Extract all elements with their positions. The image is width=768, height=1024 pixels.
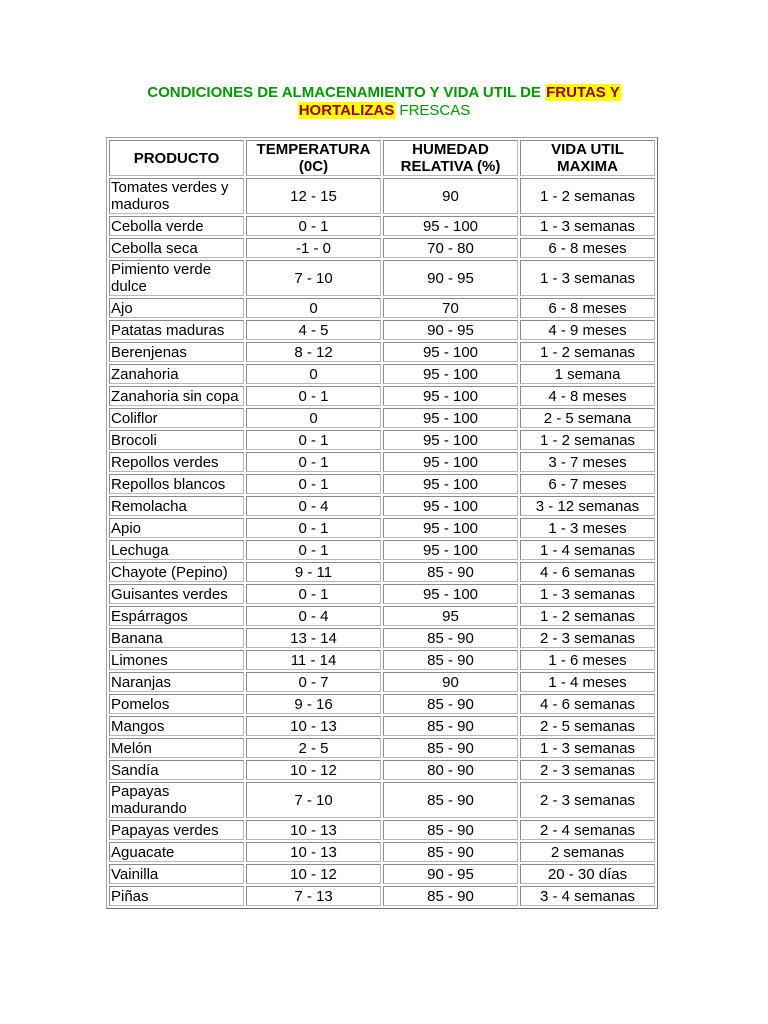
cell-temperatura: 0 - 4	[246, 606, 381, 626]
cell-vida-util: 2 - 4 semanas	[520, 820, 655, 840]
cell-vida-util: 4 - 9 meses	[520, 320, 655, 340]
cell-humedad: 85 - 90	[383, 842, 518, 862]
cell-vida-util: 2 semanas	[520, 842, 655, 862]
cell-humedad: 70	[383, 298, 518, 318]
cell-temperatura: 10 - 12	[246, 864, 381, 884]
cell-temperatura: 10 - 13	[246, 820, 381, 840]
cell-humedad: 95 - 100	[383, 540, 518, 560]
cell-vida-util: 1 - 2 semanas	[520, 178, 655, 214]
cell-producto: Chayote (Pepino)	[109, 562, 244, 582]
table-row	[109, 518, 655, 538]
cell-humedad: 95 - 100	[383, 408, 518, 428]
cell-humedad: 95 - 100	[383, 216, 518, 236]
cell-vida-util: 4 - 8 meses	[520, 386, 655, 406]
cell-vida-util: 6 - 8 meses	[520, 298, 655, 318]
cell-producto: Aguacate	[109, 842, 244, 862]
cell-vida-util: 2 - 3 semanas	[520, 782, 655, 818]
table-row	[109, 842, 655, 862]
cell-vida-util: 1 semana	[520, 364, 655, 384]
storage-table	[106, 137, 658, 909]
cell-humedad: 90 - 95	[383, 864, 518, 884]
cell-humedad: 85 - 90	[383, 650, 518, 670]
cell-producto: Repollos blancos	[109, 474, 244, 494]
cell-temperatura: 2 - 5	[246, 738, 381, 758]
cell-producto: Pimiento verde dulce	[109, 260, 244, 296]
cell-temperatura: 0 - 1	[246, 474, 381, 494]
table-row	[109, 628, 655, 648]
header-vida-util: VIDA UTIL MAXIMA	[520, 140, 655, 176]
table-row	[109, 430, 655, 450]
table-row	[109, 760, 655, 780]
header-humedad: HUMEDAD RELATIVA (%)	[383, 140, 518, 176]
cell-temperatura: 13 - 14	[246, 628, 381, 648]
table-body	[109, 178, 655, 906]
table-row	[109, 540, 655, 560]
cell-vida-util: 1 - 3 semanas	[520, 584, 655, 604]
cell-vida-util: 1 - 6 meses	[520, 650, 655, 670]
cell-temperatura: 0 - 1	[246, 518, 381, 538]
cell-producto: Naranjas	[109, 672, 244, 692]
cell-temperatura: 0	[246, 298, 381, 318]
table-row	[109, 562, 655, 582]
cell-humedad: 95 - 100	[383, 342, 518, 362]
cell-producto: Limones	[109, 650, 244, 670]
table-row	[109, 452, 655, 472]
cell-vida-util: 1 - 3 semanas	[520, 260, 655, 296]
table-row	[109, 178, 655, 214]
cell-temperatura: 0 - 1	[246, 430, 381, 450]
header-producto: PRODUCTO	[109, 140, 244, 176]
table-row	[109, 320, 655, 340]
cell-temperatura: -1 - 0	[246, 238, 381, 258]
cell-humedad: 85 - 90	[383, 738, 518, 758]
cell-producto: Lechuga	[109, 540, 244, 560]
cell-temperatura: 12 - 15	[246, 178, 381, 214]
cell-vida-util: 1 - 4 semanas	[520, 540, 655, 560]
cell-temperatura: 0 - 1	[246, 386, 381, 406]
title-part-1: CONDICIONES DE ALMACENAMIENTO Y VIDA UTIL DE	[147, 84, 541, 101]
cell-humedad: 85 - 90	[383, 716, 518, 736]
table-row	[109, 606, 655, 626]
cell-humedad: 95 - 100	[383, 430, 518, 450]
cell-producto: Espárragos	[109, 606, 244, 626]
cell-temperatura: 7 - 10	[246, 782, 381, 818]
cell-temperatura: 0 - 1	[246, 584, 381, 604]
table-row	[109, 386, 655, 406]
cell-humedad: 95 - 100	[383, 364, 518, 384]
cell-producto: Zanahoria sin copa	[109, 386, 244, 406]
table-row	[109, 260, 655, 296]
document-title	[0, 84, 768, 120]
cell-vida-util: 1 - 3 semanas	[520, 738, 655, 758]
table-row	[109, 716, 655, 736]
cell-temperatura: 7 - 13	[246, 886, 381, 906]
table-row	[109, 738, 655, 758]
cell-humedad: 85 - 90	[383, 628, 518, 648]
cell-producto: Vainilla	[109, 864, 244, 884]
cell-producto: Banana	[109, 628, 244, 648]
title-highlight-2: HORTALIZAS	[298, 102, 395, 119]
cell-temperatura: 0	[246, 364, 381, 384]
cell-producto: Piñas	[109, 886, 244, 906]
title-highlight-1: FRUTAS Y	[546, 84, 620, 101]
cell-producto: Remolacha	[109, 496, 244, 516]
table-row	[109, 238, 655, 258]
cell-temperatura: 0 - 1	[246, 452, 381, 472]
cell-temperatura: 0 - 4	[246, 496, 381, 516]
table-row	[109, 694, 655, 714]
cell-humedad: 80 - 90	[383, 760, 518, 780]
cell-humedad: 95	[383, 606, 518, 626]
table-row	[109, 342, 655, 362]
cell-humedad: 85 - 90	[383, 694, 518, 714]
header-temperatura: TEMPERATURA (0C)	[246, 140, 381, 176]
cell-vida-util: 2 - 5 semanas	[520, 716, 655, 736]
cell-producto: Melón	[109, 738, 244, 758]
table-row	[109, 216, 655, 236]
cell-producto: Apio	[109, 518, 244, 538]
table-row	[109, 408, 655, 428]
cell-humedad: 90 - 95	[383, 320, 518, 340]
cell-humedad: 85 - 90	[383, 886, 518, 906]
cell-temperatura: 9 - 11	[246, 562, 381, 582]
cell-humedad: 90 - 95	[383, 260, 518, 296]
cell-vida-util: 3 - 12 semanas	[520, 496, 655, 516]
cell-humedad: 90	[383, 672, 518, 692]
cell-producto: Coliflor	[109, 408, 244, 428]
cell-humedad: 95 - 100	[383, 474, 518, 494]
cell-temperatura: 0 - 1	[246, 540, 381, 560]
cell-producto: Papayas madurando	[109, 782, 244, 818]
table-row	[109, 298, 655, 318]
table-row	[109, 864, 655, 884]
cell-temperatura: 10 - 12	[246, 760, 381, 780]
cell-humedad: 85 - 90	[383, 562, 518, 582]
table-row	[109, 584, 655, 604]
cell-vida-util: 6 - 8 meses	[520, 238, 655, 258]
table-row	[109, 650, 655, 670]
cell-vida-util: 2 - 3 semanas	[520, 760, 655, 780]
cell-temperatura: 0 - 7	[246, 672, 381, 692]
cell-humedad: 95 - 100	[383, 518, 518, 538]
table-header-row	[109, 140, 655, 176]
cell-vida-util: 1 - 2 semanas	[520, 606, 655, 626]
cell-vida-util: 1 - 2 semanas	[520, 430, 655, 450]
cell-producto: Sandía	[109, 760, 244, 780]
table-row	[109, 474, 655, 494]
cell-temperatura: 10 - 13	[246, 716, 381, 736]
cell-vida-util: 4 - 6 semanas	[520, 562, 655, 582]
cell-temperatura: 0 - 1	[246, 216, 381, 236]
cell-temperatura: 4 - 5	[246, 320, 381, 340]
cell-vida-util: 2 - 5 semana	[520, 408, 655, 428]
cell-humedad: 95 - 100	[383, 584, 518, 604]
cell-producto: Tomates verdes y maduros	[109, 178, 244, 214]
table-row	[109, 820, 655, 840]
cell-humedad: 85 - 90	[383, 782, 518, 818]
cell-producto: Papayas verdes	[109, 820, 244, 840]
cell-vida-util: 1 - 3 semanas	[520, 216, 655, 236]
table-row	[109, 782, 655, 818]
cell-humedad: 95 - 100	[383, 496, 518, 516]
cell-temperatura: 7 - 10	[246, 260, 381, 296]
cell-humedad: 95 - 100	[383, 452, 518, 472]
cell-temperatura: 11 - 14	[246, 650, 381, 670]
cell-vida-util: 2 - 3 semanas	[520, 628, 655, 648]
cell-humedad: 95 - 100	[383, 386, 518, 406]
cell-vida-util: 3 - 7 meses	[520, 452, 655, 472]
cell-temperatura: 8 - 12	[246, 342, 381, 362]
cell-producto: Pomelos	[109, 694, 244, 714]
cell-producto: Ajo	[109, 298, 244, 318]
cell-producto: Patatas maduras	[109, 320, 244, 340]
cell-vida-util: 3 - 4 semanas	[520, 886, 655, 906]
cell-humedad: 85 - 90	[383, 820, 518, 840]
cell-producto: Repollos verdes	[109, 452, 244, 472]
cell-producto: Zanahoria	[109, 364, 244, 384]
cell-producto: Brocoli	[109, 430, 244, 450]
cell-temperatura: 10 - 13	[246, 842, 381, 862]
title-part-2: FRESCAS	[399, 102, 471, 119]
cell-vida-util: 20 - 30 días	[520, 864, 655, 884]
table-row	[109, 672, 655, 692]
cell-producto: Cebolla verde	[109, 216, 244, 236]
cell-vida-util: 1 - 2 semanas	[520, 342, 655, 362]
cell-producto: Berenjenas	[109, 342, 244, 362]
cell-vida-util: 6 - 7 meses	[520, 474, 655, 494]
cell-producto: Cebolla seca	[109, 238, 244, 258]
cell-temperatura: 0	[246, 408, 381, 428]
table-row	[109, 364, 655, 384]
cell-temperatura: 9 - 16	[246, 694, 381, 714]
cell-humedad: 90	[383, 178, 518, 214]
cell-producto: Mangos	[109, 716, 244, 736]
table-row	[109, 886, 655, 906]
table-row	[109, 496, 655, 516]
cell-vida-util: 1 - 4 meses	[520, 672, 655, 692]
cell-vida-util: 4 - 6 semanas	[520, 694, 655, 714]
cell-humedad: 70 - 80	[383, 238, 518, 258]
cell-vida-util: 1 - 3 meses	[520, 518, 655, 538]
cell-producto: Guisantes verdes	[109, 584, 244, 604]
